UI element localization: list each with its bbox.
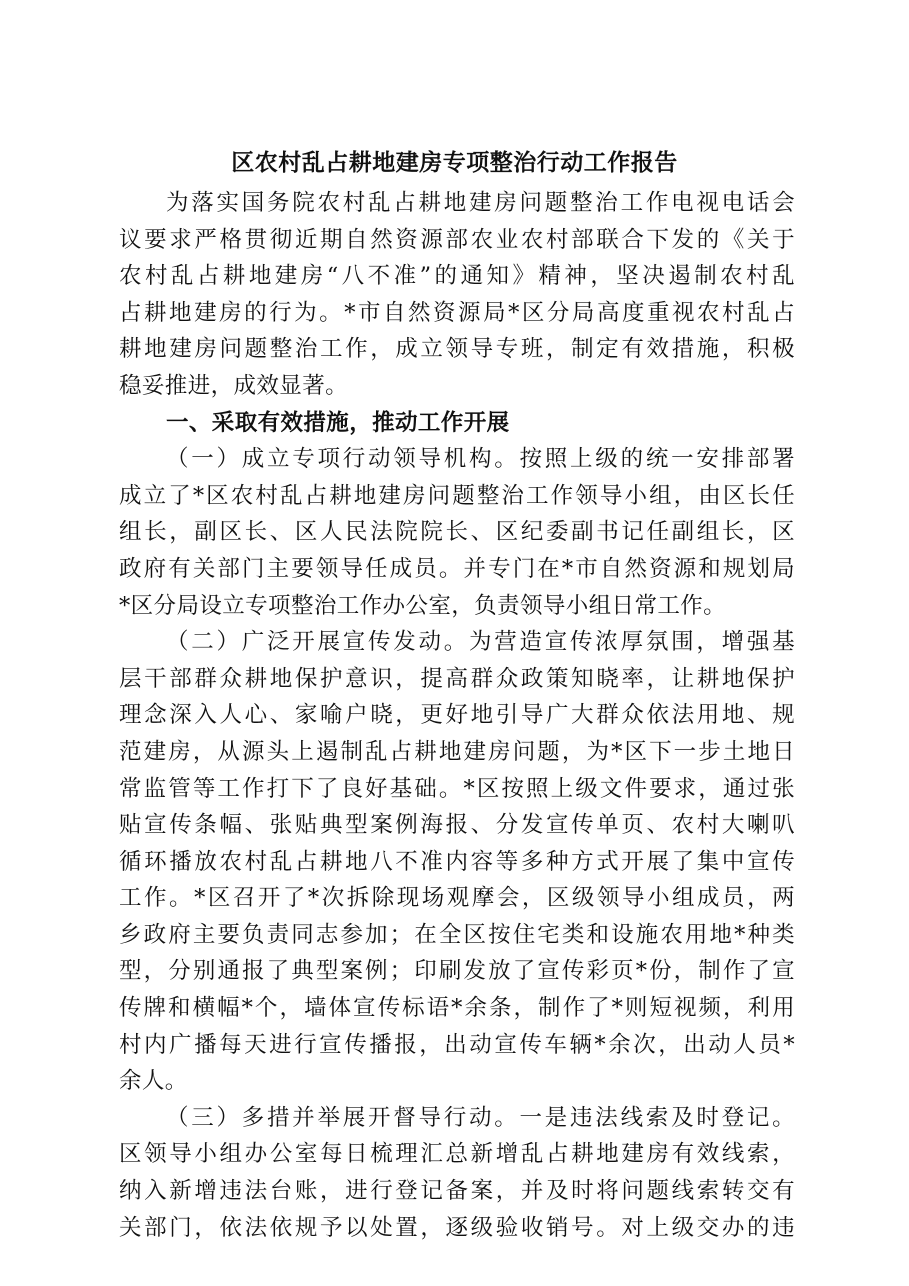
text-line: 工作。*区召开了*次拆除现场观摩会，区级领导小组成员，两 [119,885,795,912]
text-line: （一）成立专项行动领导机构。按照上级的统一安排部署 [166,446,795,473]
text-line: 占耕地建房的行为。*市自然资源局*区分局高度重视农村乱占 [119,299,795,326]
document-title: 区农村乱占耕地建房专项整治行动工作报告 [231,149,678,176]
text-line: 政府有关部门主要领导任成员。并专门在*市自然资源和规划局 [119,555,795,582]
text-line: 一、采取有效措施，推动工作开展 [166,409,510,436]
text-line: 传牌和横幅*个，墙体宣传标语*余条，制作了*则短视频，利用 [119,995,795,1022]
paragraph [119,624,795,1100]
text-line: 稳妥推进，成效显著。 [119,372,349,399]
text-line: 乡政府主要负责同志参加；在全区按住宅类和设施农用地*种类 [119,921,795,948]
text-line: （二）广泛开展宣传发动。为营造宣传浓厚氛围，增强基 [166,629,795,656]
text-line: 组长，副区长、区人民法院院长、区纪委副书记任副组长，区 [119,519,795,546]
text-line: 型，分别通报了典型案例；印刷发放了宣传彩页*份，制作了宣 [119,958,795,985]
text-line: 区领导小组办公室每日梳理汇总新增乱占耕地建房有效线索， [119,1141,795,1168]
text-line: 常监管等工作打下了良好基础。*区按照上级文件要求，通过张 [119,775,795,802]
text-line: 为落实国务院农村乱占耕地建房问题整治工作电视电话会 [166,190,795,216]
section-heading [119,405,795,442]
paragraph [119,441,795,624]
text-line: 循环播放农村乱占耕地八不准内容等多种方式开展了集中宣传 [119,848,795,875]
paragraph [119,185,795,405]
text-line: 范建房，从源头上遏制乱占耕地建房问题，为*区下一步土地日 [119,738,795,765]
text-line: （三）多措并举展开督导行动。一是违法线索及时登记。 [166,1104,795,1131]
text-line: 关部门，依法依规予以处置，逐级验收销号。对上级交办的违 [119,1214,795,1241]
text-line: 成立了*区农村乱占耕地建房问题整治工作领导小组，由区长任 [119,482,795,509]
text-line: 理念深入人心、家喻户晓，更好地引导广大群众依法用地、规 [119,702,795,729]
text-line: 议要求严格贯彻近期自然资源部农业农村部联合下发的《关于 [119,226,795,253]
text-line: 余人。 [119,1068,188,1095]
text-line: 农村乱占耕地建房“八不准”的通知》精神，坚决遏制农村乱 [119,263,795,290]
text-line: 层干部群众耕地保护意识，提高群众政策知晓率，让耕地保护 [119,665,795,692]
text-line: *区分局设立专项整治工作办公室，负责领导小组日常工作。 [119,592,727,619]
text-line: 贴宣传条幅、张贴典型案例海报、分发宣传单页、农村大喇叭 [119,812,795,839]
text-line: 纳入新增违法台账，进行登记备案，并及时将问题线索转交有 [119,1178,795,1205]
paragraph [119,1100,795,1246]
document-body [119,185,795,1246]
text-line: 村内广播每天进行宣传播报，出动宣传车辆*余次，出动人员* [119,1031,795,1058]
text-line: 耕地建房问题整治工作，成立领导专班，制定有效措施，积极 [119,336,795,363]
